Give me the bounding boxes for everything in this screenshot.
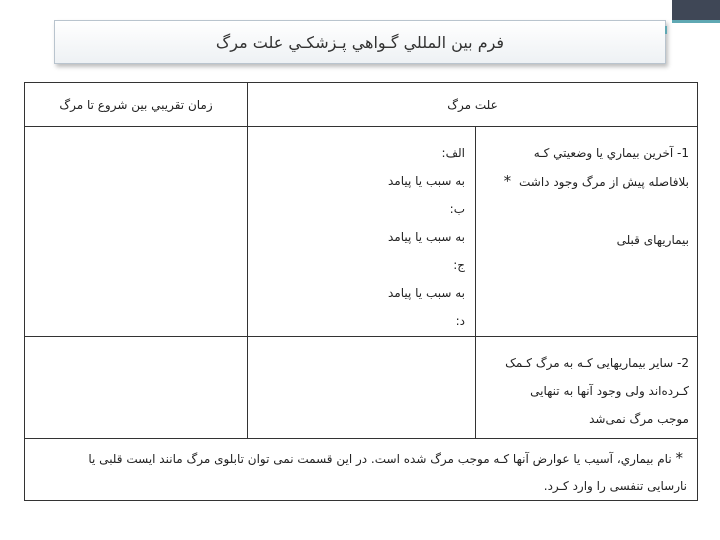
page-title: فرم بين المللي گـواهي پـزشکـي علت مرگ <box>215 32 505 52</box>
part2-row <box>25 337 698 439</box>
footnote-line1: * نام بيماري، آسيب يا عوارض آنها کـه موجب مرگ شده است. در اين قسمت نمی توان تابلوی مرگ مانند ايست قلبی يا <box>88 449 683 467</box>
due-to-label: به سبب يا پيامد <box>387 286 465 300</box>
part1-row <box>25 127 698 337</box>
interval-header: زمان تقريبي بين شروع تا مرگ <box>25 83 248 127</box>
part2-line3: موجب مرگ نمی‌شد <box>589 412 689 426</box>
footnote-line2: نارسايی تنفسی را وارد کـرد. <box>543 479 687 493</box>
part2-line2: کـرده‌اند ولی وجود آنها به تنهايی <box>530 384 689 398</box>
note-row <box>25 439 698 501</box>
part1-label-cell <box>476 127 698 337</box>
due-to-label: به سبب يا پيامد <box>387 174 465 188</box>
part2-line1: 2- ساير بيماريهايی کـه به مرگ کـمک <box>505 356 689 370</box>
part1-line2: بلافاصله پيش از مرگ وجود داشت * <box>503 172 689 190</box>
prior-diseases-label: بيماريهای قبلی <box>616 233 689 247</box>
cause-sequence-cell <box>248 127 476 337</box>
corner-accent-stripe <box>672 20 720 23</box>
due-to-label: به سبب يا پيامد <box>387 230 465 244</box>
title-accent-tick <box>665 26 667 34</box>
part2-cause-cell <box>248 337 476 439</box>
part1-interval-cell <box>25 127 248 337</box>
part2-label-cell <box>476 337 698 439</box>
cause-a-label: الف: <box>441 146 465 160</box>
footnote-cell <box>25 439 698 501</box>
cause-c-label: ج: <box>453 258 465 272</box>
part2-interval-cell <box>25 337 248 439</box>
death-certificate-form-table <box>24 82 698 501</box>
cause-d-label: د: <box>455 314 465 328</box>
title-banner <box>54 20 666 64</box>
corner-decoration <box>672 0 720 20</box>
part1-line1: 1- آخرين بيماري يا وضعيتي کـه <box>533 146 689 160</box>
cause-header: علت مرگ <box>248 83 698 127</box>
cause-b-label: ب: <box>449 202 465 216</box>
header-row <box>25 83 698 127</box>
footnote-star: * <box>503 172 512 190</box>
